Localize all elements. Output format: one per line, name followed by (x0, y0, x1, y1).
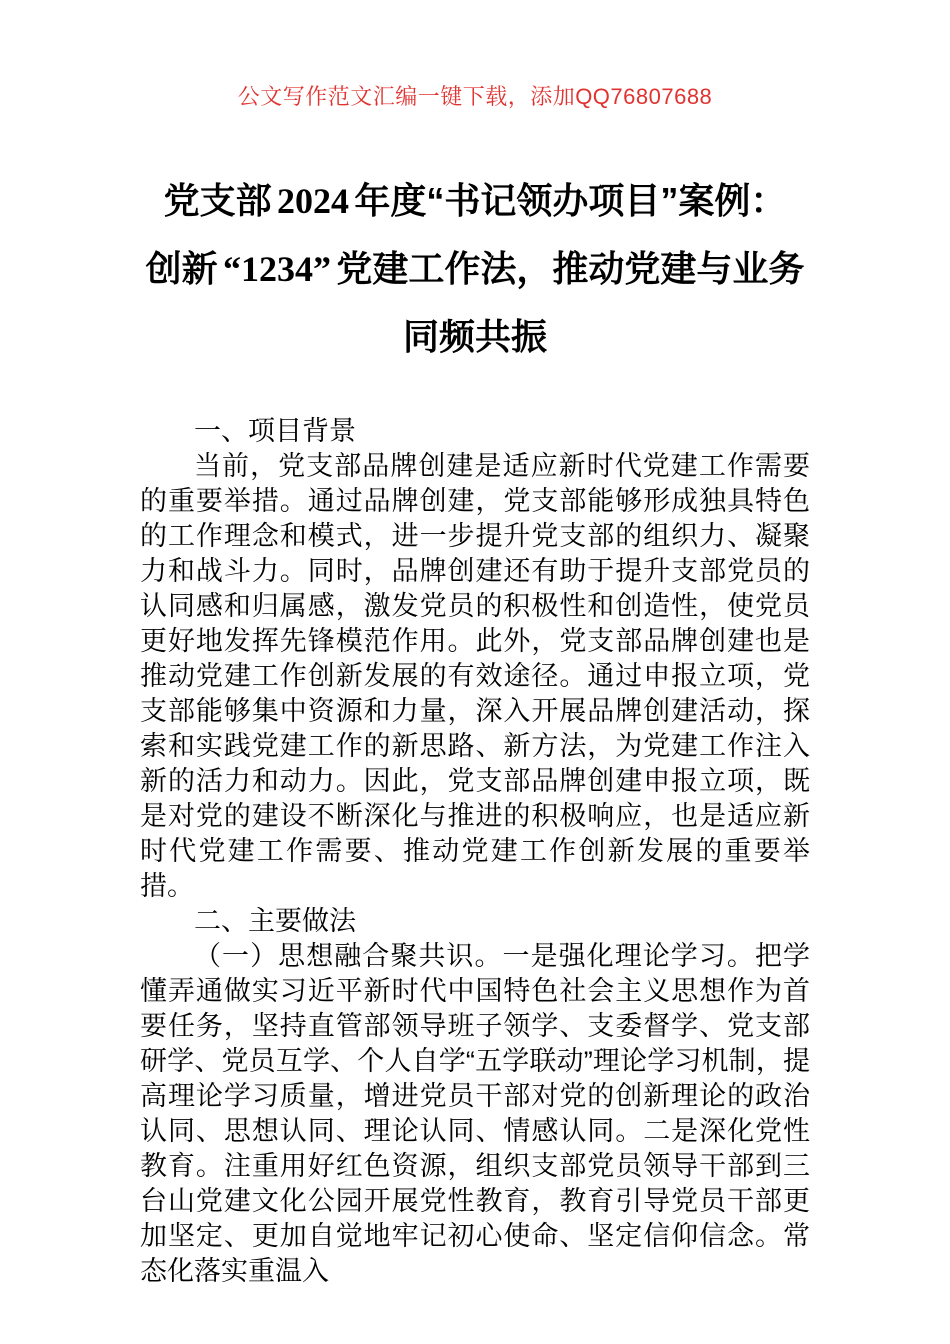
section-2-heading: 二、主要做法 (194, 906, 356, 936)
document-body (140, 414, 810, 1289)
title-line1-year: 2024 (277, 181, 349, 221)
title-line-3: 同频共振 (402, 316, 547, 357)
section-1-paragraph: 当前，党支部品牌创建是适应新时代党建工作需要的重要举措。通过品牌创建，党支部能够形成独具特色的工作理念和模式，进一步提升党支部的组织力、凝聚力和战斗力。同时，品牌创建还有助于提升支部党员的认同感和归属感，激发党员的积极性和创造性，使党员更好地发挥先锋模范作用。此外，党支部品牌创建也是推动党建工作创新发展的有效途径。通过申报立项，党支部能够集中资源和力量，深入开展品牌创建活动，探索和实践党建工作的新思路、新方法，为党建工作注入新的活力和动力。因此，党支部品牌创建申报立项，既是对党的建设不断深化与推进的积极响应，也是适应新时代党建工作需要、推动党建工作创新发展的重要举措。 (140, 451, 810, 901)
title-line1-text-pre: 党支部 (163, 180, 272, 221)
section-1-heading: 一、项目背景 (194, 416, 356, 446)
title-line1-text-post: 年度“书记领办项目”案例： (354, 180, 787, 221)
title-line-2 (140, 235, 810, 303)
title-line2-text-post: 党建工作法，推动党建与业务 (336, 248, 805, 289)
title-line-1 (140, 167, 810, 235)
document-title (140, 167, 810, 370)
title-line2-text-pre: 创新 (145, 248, 218, 289)
title-line2-number: “1234” (223, 249, 331, 289)
section-2-paragraph: （一）思想融合聚共识。一是强化理论学习。把学懂弄通做实习近平新时代中国特色社会主义思想作为首要任务，坚持直管部领导班子领学、支委督学、党支部研学、党员互学、个人自学“五学联动”理论学习机制，提高理论学习质量，增进党员干部对党的创新理论的政治认同、思想认同、理论认同、情感认同。二是深化党性教育。注重用好红色资源，组织支部党员领导干部到三台山党建文化公园开展党性教育，教育引导党员干部更加坚定、更加自觉地牢记初心使命、坚定信仰信念。常态化落实重温入 (140, 941, 810, 1286)
header-promo-note: 公文写作范文汇编一键下载，添加QQ76807688 (237, 84, 713, 109)
